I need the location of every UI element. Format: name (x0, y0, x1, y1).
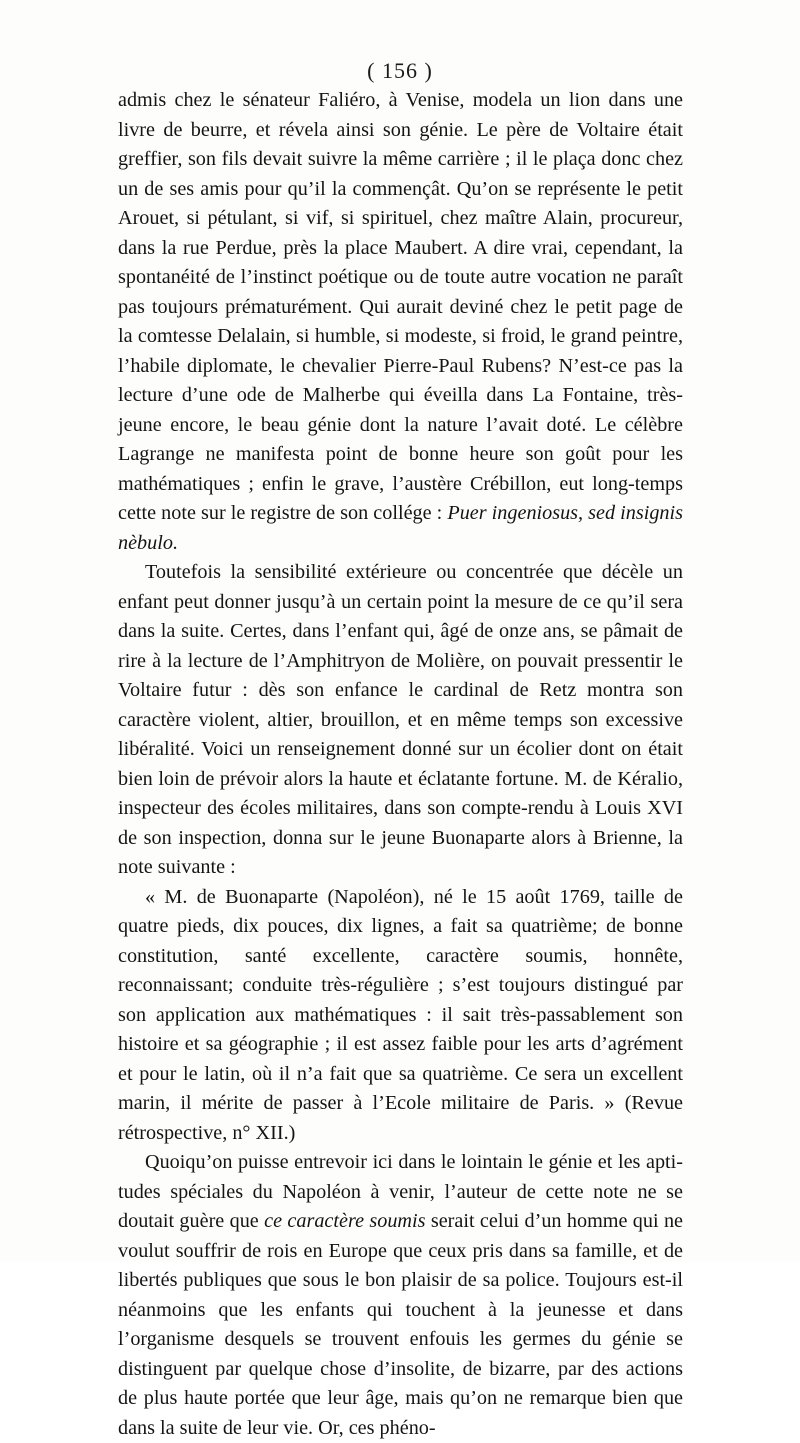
text-run: Toutefois la sensibilité extérieure ou concentrée que décèle un enfant peut donner jusqu’à un certain point la mesure de ce qu’il sera dans la suite. Certes, dans l’enfant qui, âgé de onze ans, se pâmait de rire à la lecture de l’Amphitryon de Molière, on pouvait pressentir le Voltaire futur : dès son enfance le cardinal de Retz montra son caractère violent, altier, brouillon, et en même temps son excessive libéralité. Voici un renseignement donné sur un écolier dont on était bien loin de prévoir alors la haute et éclatante fortune. M. de Kéralio, inspecteur des écoles militaires, dans son compte-rendu à Louis XVI de son inspection, donna sur le jeune Buonaparte alors à Brienne, la note suivante : (118, 561, 683, 878)
paragraph (118, 558, 683, 883)
page-number: ( 156 ) (367, 58, 433, 83)
body-text (118, 86, 683, 1443)
italic-text: ce caractère soumis (264, 1210, 426, 1232)
paragraph (118, 1148, 683, 1443)
text-run: admis chez le sénateur Faliéro, à Venise, modela un lion dans une livre de beurre, et révela ainsi son génie. Le père de Voltaire était greffier, son fils devait suivre la même carrière ; il le plaça donc chez un de ses amis pour qu’il la commençât. Qu’on se représente le petit Arouet, si pétulant, si vif, si spirituel, chez maître Alain, procureur, dans la rue Perdue, près la place Maubert. A dire vrai, cependant, la spontanéité de l’instinct poétique ou de toute autre vocation ne paraît pas toujours prématurément. Qui aurait deviné chez le petit page de la comtesse Delalain, si humble, si modeste, si froid, le grand peintre, l’habile diplomate, le chevalier Pierre-Paul Rubens? N’est-ce pas la lecture d’une ode de Malherbe qui éveilla dans La Fontaine, très-jeune encore, le beau génie dont la nature l’avait doté. Le célèbre Lagrange ne manifesta point de bonne heure son goût pour les mathématiques ; enfin le grave, l’austère Crébillon, eut long-temps cette note sur le registre de son collége : (118, 89, 683, 524)
italic-text: Puer ingeniosus, sed insignis nèbulo. (118, 502, 683, 554)
text-run: Quoiqu’on puisse entrevoir ici dans le lointain le génie et les aptitudes spéciales du Napoléon à venir, l’auteur de cette note ne se doutait guère que (118, 1151, 683, 1232)
text-run: « M. de Buonaparte (Napoléon), né le 15 août 1769, taille de quatre pieds, dix pouces, dix lignes, a fait sa quatrième; de bonne constitution, santé excellente, caractère soumis, honnête, reconnaissant; conduite très-régulière ; s’est toujours distingué par son application aux mathématiques : il sait très-passablement son histoire et sa géographie ; il est assez faible pour les arts d’agrément et pour le latin, où il n’a fait que sa quatrième. Ce sera un excellent marin, il mérite de passer à l’Ecole militaire de Paris. » (Revue rétrospective, n° XII.) (118, 885, 683, 1144)
text-run: serait celui d’un homme qui ne voulut souffrir de rois en Europe que ceux pris dans sa famille, et de libertés publiques que sous le bon plaisir de sa police. Toujours est-il néanmoins que les enfants qui touchent à la jeunesse et dans l’organisme desquels se trouvent enfouis les germes du génie se distinguent par quelque chose d’insolite, de bizarre, par des actions de plus haute portée que leur âge, mais qu’on ne remarque bien que dans la suite de leur vie. Or, ces phéno- (118, 1210, 684, 1439)
paragraph (118, 86, 683, 558)
paragraph (118, 883, 683, 1149)
